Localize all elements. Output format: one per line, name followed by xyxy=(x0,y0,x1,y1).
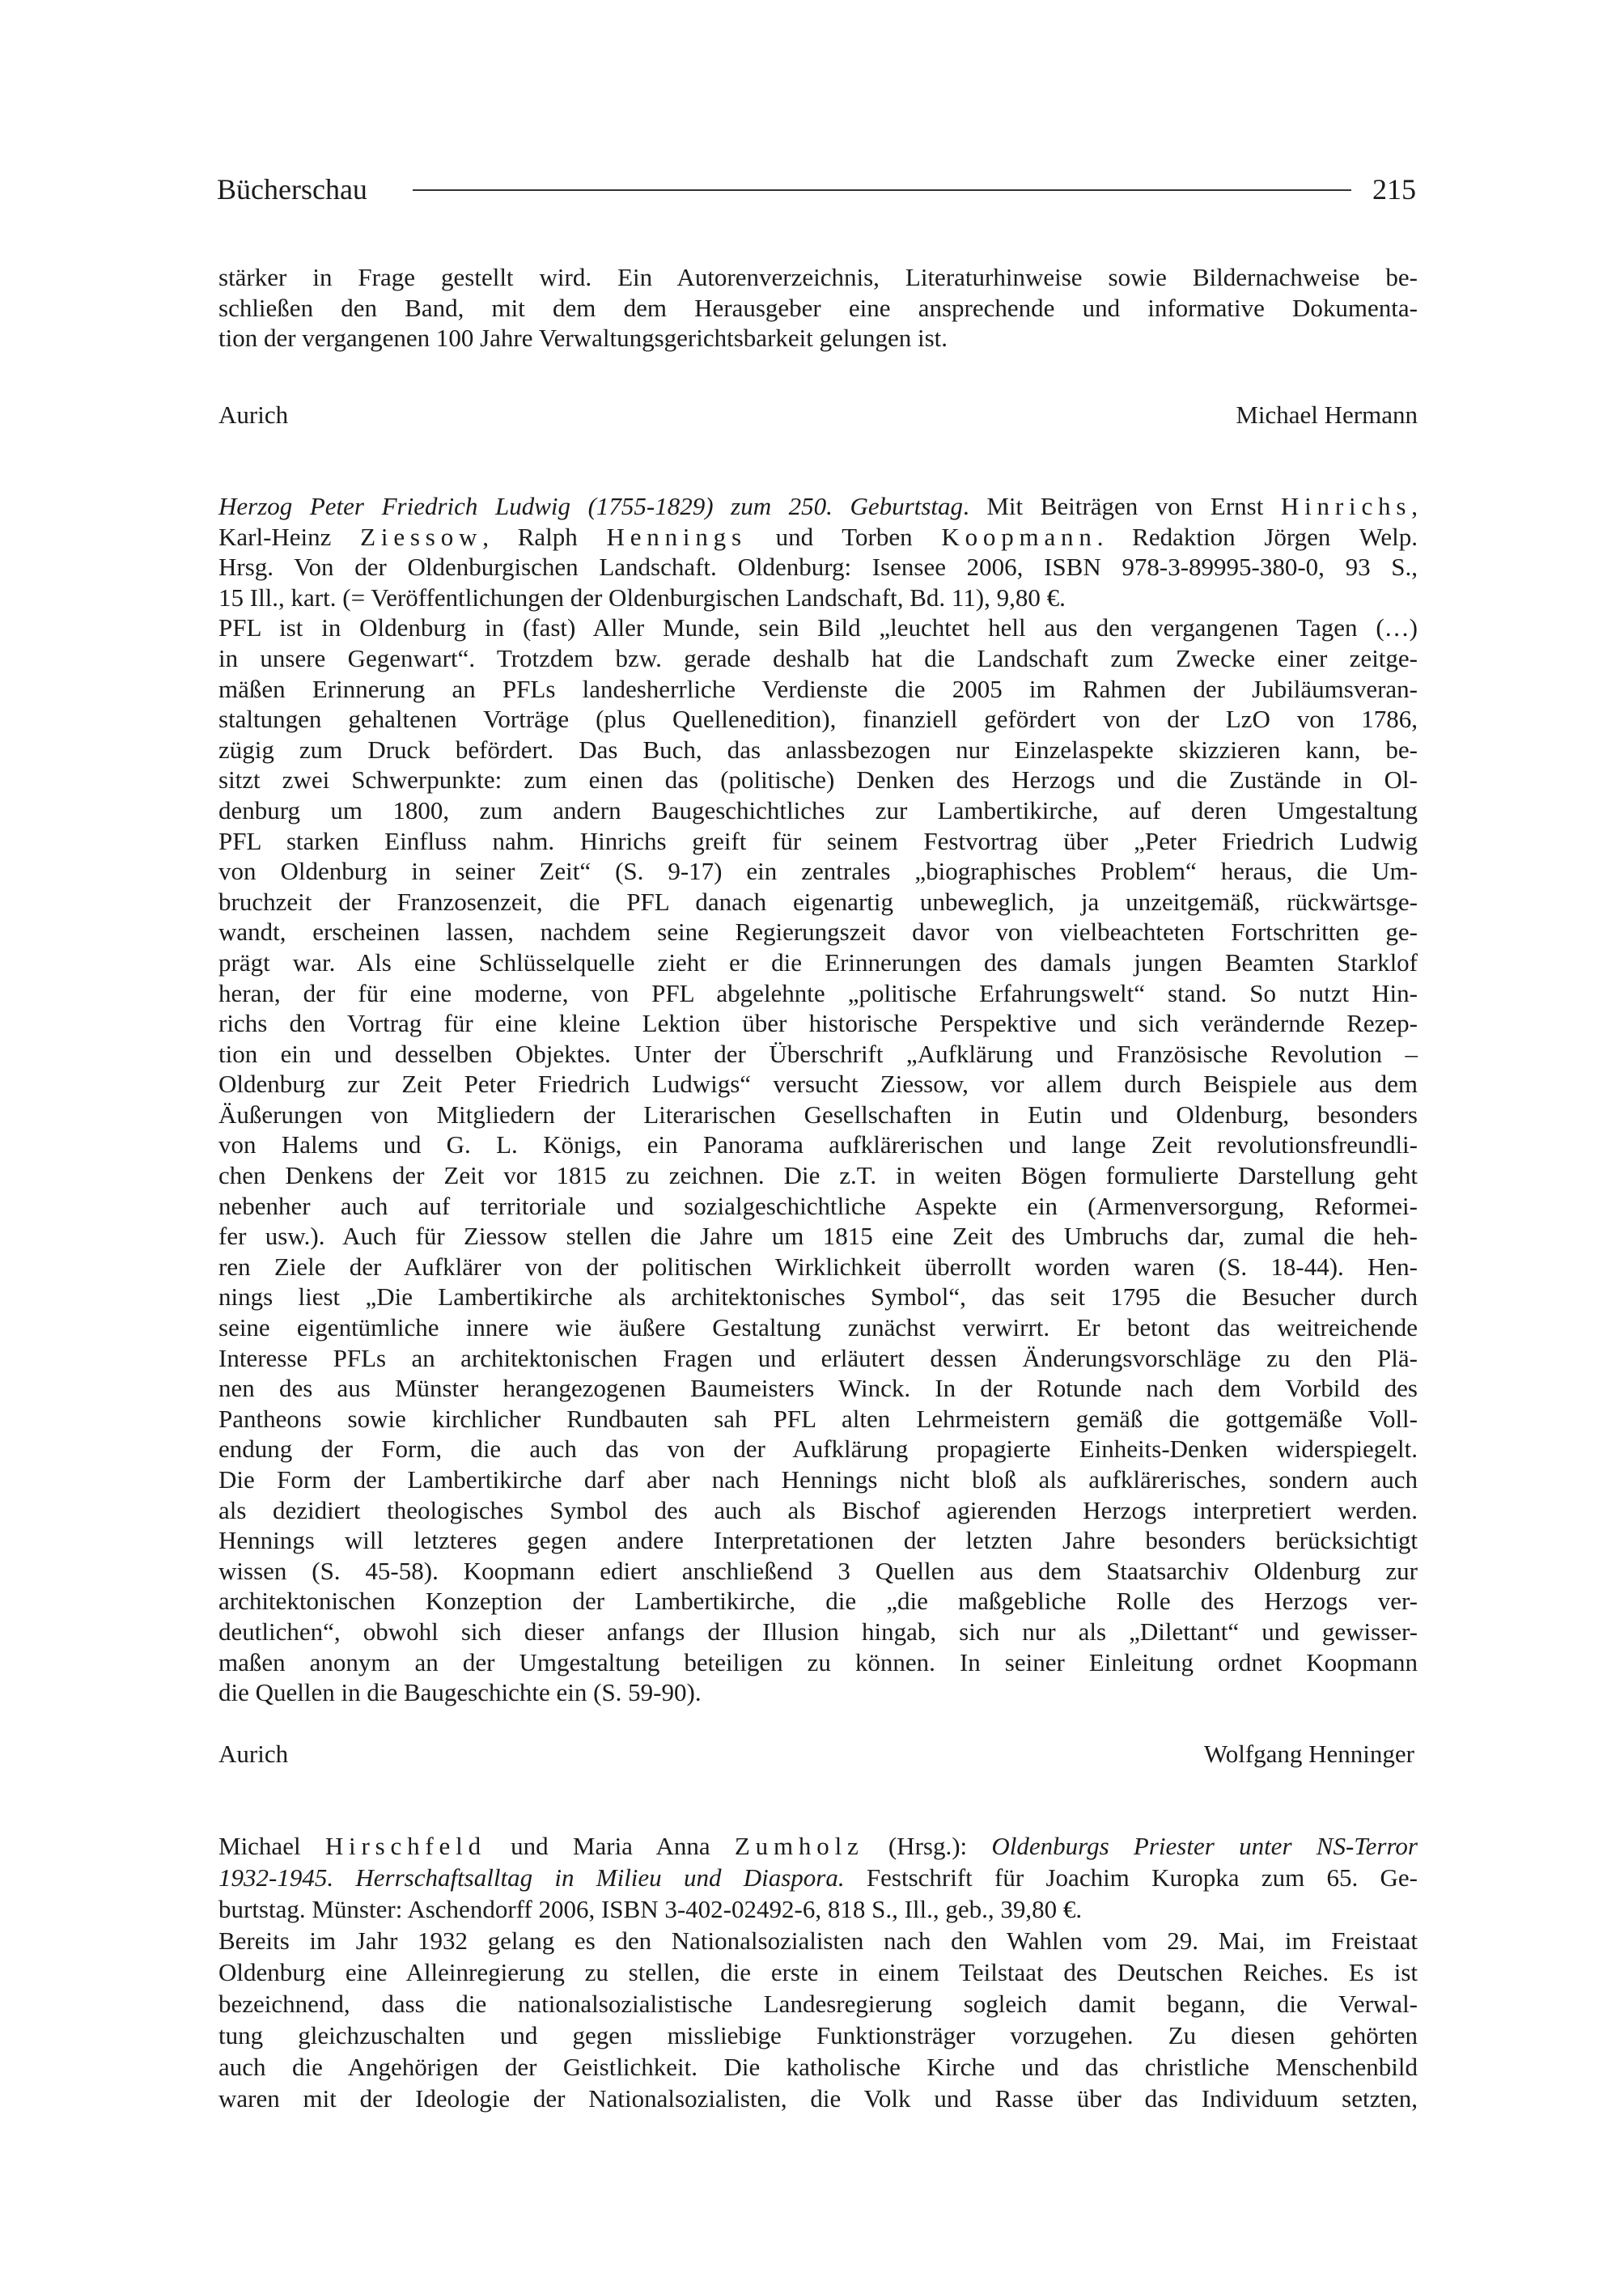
text-segment: 15 Ill., kart. (= Veröffentlichungen der Oldenburgischen Landschaft, Bd. 11), 9,80 €. xyxy=(218,583,1066,612)
italic-title: Herzog Peter Friedrich Ludwig (1755-1829) zum 250. Geburtstag xyxy=(218,492,964,520)
text-line: denburg um 1800, zum andern Baugeschichtliches zur Lambertikirche, auf deren Umgestaltung xyxy=(218,795,1418,824)
text-line xyxy=(218,522,1418,553)
text-segment: tion der vergangenen 100 Jahre Verwaltungsgerichtsbarkeit gelungen ist. xyxy=(218,324,948,353)
review-1-author: Michael Hermann xyxy=(1236,401,1418,429)
text-line: wandt, erscheinen lassen, nachdem seine Regierungszeit davor von vielbeachteten Fortschritten ge- xyxy=(218,918,1418,947)
italic-title: 1932-1945. Herrschaftsalltag in Milieu und Diaspora. xyxy=(218,1863,845,1892)
text-segment: . Mit Beiträgen von Ernst xyxy=(963,492,1281,520)
review-3-text xyxy=(218,1830,1418,2114)
text-line xyxy=(218,1677,1418,1708)
text-line: maßen anonym an der Umgestaltung beteiligen zu können. In seiner Einleitung ordnet Koopmann xyxy=(218,1647,1418,1676)
text-segment: und Maria Anna xyxy=(486,1832,735,1860)
text-line: prägt war. Als eine Schlüsselquelle zieht er die Erinnerungen des damals jungen Beamten Starklof xyxy=(218,947,1418,977)
text-line xyxy=(218,1862,1418,1893)
text-line: staltungen gehaltenen Vorträge (plus Quellenedition), finanziell gefördert von der LzO von 1786, xyxy=(218,705,1418,734)
text-line xyxy=(218,323,1418,354)
text-line: wissen (S. 45-58). Koopmann ediert anschließend 3 Quellen aus dem Staatsarchiv Oldenburg zur xyxy=(218,1556,1418,1585)
review-2-text xyxy=(218,491,1418,1708)
text-segment: Karl-Heinz xyxy=(218,522,361,551)
text-segment: , Ralph xyxy=(482,522,607,551)
text-line: fer usw.). Auch für Ziessow stellen die Jahre um 1815 eine Zeit des Umbruchs dar, zumal die heh- xyxy=(218,1222,1418,1251)
running-header-title: Bücherschau xyxy=(217,173,367,206)
text-line: architektonischen Konzeption der Lambertikirche, die „die maßgebliche Rolle des Herzogs ver- xyxy=(218,1587,1418,1616)
text-line: endung der Form, die auch das von der Aufklärung propagierte Einheits-Denken widerspiegelt. xyxy=(218,1435,1418,1464)
review-1-place: Aurich xyxy=(218,401,289,429)
text-line: Oldenburg eine Alleinregierung zu stellen, die erste in einem Teilstaat des Deutschen Reiches. Es ist xyxy=(218,1958,1418,1986)
text-segment: . Redaktion Jörgen Welp. xyxy=(1096,522,1418,551)
text-line: Oldenburg zur Zeit Peter Friedrich Ludwigs“ versucht Ziessow, vor allem durch Beispiele aus dem xyxy=(218,1070,1418,1099)
text-line xyxy=(218,491,1418,522)
text-line: waren mit der Ideologie der Nationalsozialisten, die Volk und Rasse über das Individuum setzten, xyxy=(218,2084,1418,2113)
text-line: heran, der für eine moderne, von PFL abgelehnte „politische Erfahrungswelt“ stand. So nutzt Hin- xyxy=(218,978,1418,1007)
text-line: zügig zum Druck befördert. Das Buch, das anlassbezogen nur Einzelaspekte skizzieren kann, be- xyxy=(218,735,1418,764)
text-line: mäßen Erinnerung an PFLs landesherrliche Verdienste die 2005 im Rahmen der Jubiläumsveran- xyxy=(218,674,1418,703)
text-line: PFL starken Einfluss nahm. Hinrichs greift für seinem Festvortrag über „Peter Friedrich Ludwig xyxy=(218,826,1418,855)
text-segment: , xyxy=(1411,492,1418,520)
page-number: 215 xyxy=(1372,173,1416,206)
text-line: ren Ziele der Aufklärer von der politischen Wirklichkeit überrollt worden waren (S. 18-44). Hen- xyxy=(218,1252,1418,1281)
text-segment: Michael xyxy=(218,1832,325,1860)
italic-title: Oldenburgs Priester unter NS-Terror xyxy=(991,1832,1418,1860)
text-line: in unsere Gegenwart“. Trotzdem bzw. gerade deshalb hat die Landschaft zum Zwecke einer zeitge- xyxy=(218,643,1418,672)
text-line: PFL ist in Oldenburg in (fast) Aller Munde, sein Bild „leuchtet hell aus den vergangenen Tagen (…) xyxy=(218,613,1418,642)
text-line: Interesse PFLs an architektonischen Fragen und erläutert dessen Änderungsvorschläge zu den Plä- xyxy=(218,1343,1418,1372)
text-line: als dezidiert theologisches Symbol des auch als Bischof agierenden Herzogs interpretiert werden. xyxy=(218,1495,1418,1524)
text-line xyxy=(218,583,1418,613)
text-segment: (Hrsg.): xyxy=(863,1832,992,1860)
text-line: nings liest „Die Lambertikirche als architektonisches Symbol“, das seit 1795 die Besucher durch xyxy=(218,1282,1418,1312)
text-line: nen des aus Münster herangezogenen Baumeisters Winck. In der Rotunde nach dem Vorbild des xyxy=(218,1374,1418,1403)
review-1-text xyxy=(218,262,1418,354)
text-line: Bereits im Jahr 1932 gelang es den Nationalsozialisten nach den Wahlen vom 29. Mai, im Freistaat xyxy=(218,1926,1418,1955)
text-segment: Festschrift für Joachim Kuropka zum 65. Ge- xyxy=(844,1863,1418,1892)
spaced-name: Ziessow xyxy=(360,522,483,551)
text-line xyxy=(218,1830,1418,1862)
text-segment: die Quellen in die Baugeschichte ein (S. 59-90). xyxy=(218,1678,702,1707)
spaced-name: Hirschfeld xyxy=(324,1832,486,1860)
text-line: bezeichnend, dass die nationalsozialistische Landesregierung sogleich damit begann, die Verwal- xyxy=(218,1990,1418,2018)
text-line xyxy=(218,1893,1418,1925)
review-2-place: Aurich xyxy=(218,1740,289,1768)
text-line: richs den Vortrag für eine kleine Lektion über historische Perspektive und sich verändernde Rezep- xyxy=(218,1009,1418,1038)
text-line: sitzt zwei Schwerpunkte: zum einen das (politische) Denken des Herzogs und die Zustände in Ol- xyxy=(218,765,1418,795)
spaced-name: Koopmann xyxy=(941,522,1097,551)
text-line: Äußerungen von Mitgliedern der Literarischen Gesellschaften in Eutin und Oldenburg, besonders xyxy=(218,1100,1418,1129)
review-2-author: Wolfgang Henninger xyxy=(1203,1740,1414,1768)
header-rule xyxy=(413,189,1351,191)
text-segment: und Torben xyxy=(746,522,942,551)
text-line: tion ein und desselben Objektes. Unter der Überschrift „Aufklärung und Französische Revolution – xyxy=(218,1039,1418,1068)
text-line: Pantheons sowie kirchlicher Rundbauten sah PFL alten Lehrmeistern gemäß die gottgemäße Voll- xyxy=(218,1404,1418,1433)
text-line: schließen den Band, mit dem dem Herausgeber eine ansprechende und informative Dokumenta- xyxy=(218,293,1418,322)
text-line: tung gleichzuschalten und gegen missliebige Funktionsträger vorzugehen. Zu diesen gehörten xyxy=(218,2021,1418,2049)
spaced-name: Hennings xyxy=(606,522,747,551)
text-segment: burtstag. Münster: Aschendorff 2006, ISBN 3-402-02492-6, 818 S., Ill., geb., 39,80 €. xyxy=(218,1895,1083,1923)
text-line: Die Form der Lambertikirche darf aber nach Hennings nicht bloß als aufklärerisches, sondern auch xyxy=(218,1465,1418,1494)
text-line: Hennings will letzteres gegen andere Interpretationen der letzten Jahre besonders berücksichtigt xyxy=(218,1526,1418,1555)
text-line: seine eigentümliche innere wie äußere Gestaltung zunächst verwirrt. Er betont das weitreichende xyxy=(218,1313,1418,1342)
text-line: von Oldenburg in seiner Zeit“ (S. 9-17) ein zentrales „biographisches Problem“ heraus, die Um- xyxy=(218,857,1418,886)
text-line: stärker in Frage gestellt wird. Ein Autorenverzeichnis, Literaturhinweise sowie Bildernachweise be- xyxy=(218,263,1418,291)
text-line: deutlichen“, obwohl sich dieser anfangs der Illusion hingab, sich nur als „Dilettant“ und gewisser- xyxy=(218,1617,1418,1646)
text-line: chen Denkens der Zeit vor 1815 zu zeichnen. Die z.T. in weiten Bögen formulierte Darstellung geht xyxy=(218,1161,1418,1190)
text-line: Hrsg. Von der Oldenburgischen Landschaft. Oldenburg: Isensee 2006, ISBN 978-3-89995-380-0, 93 S., xyxy=(218,553,1418,582)
text-line: nebenher auch auf territoriale und sozialgeschichtliche Aspekte ein (Armenversorgung, Reformei- xyxy=(218,1191,1418,1220)
text-line: von Halems und G. L. Königs, ein Panorama aufklärerischen und lange Zeit revolutionsfreundli- xyxy=(218,1130,1418,1159)
text-line: auch die Angehörigen der Geistlichkeit. Die katholische Kirche und das christliche Menschenbild xyxy=(218,2053,1418,2081)
text-line: bruchzeit der Franzosenzeit, die PFL danach eigenartig unbeweglich, ja unzeitgemäß, rückwärtsge- xyxy=(218,887,1418,916)
spaced-name: Zumholz xyxy=(734,1832,864,1860)
spaced-name: Hinrichs xyxy=(1280,492,1412,520)
